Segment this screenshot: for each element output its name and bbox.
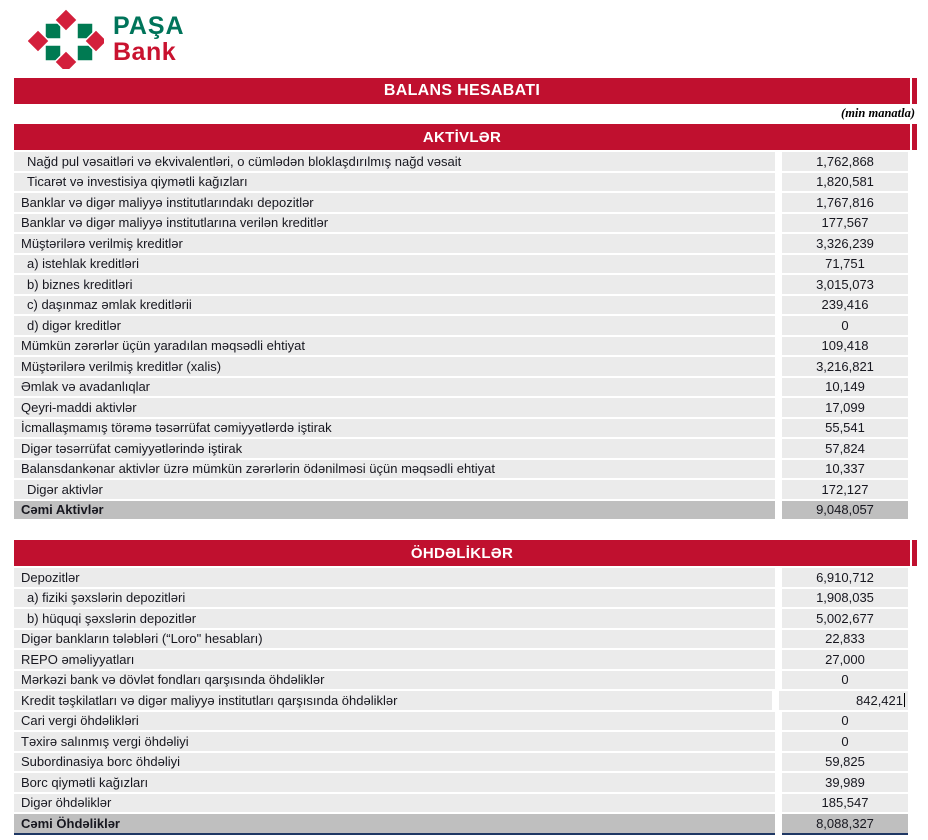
column-gap: [775, 419, 782, 438]
total-value[interactable]: 9,048,057: [782, 501, 908, 520]
row-value-cell[interactable]: 39,989: [782, 773, 908, 792]
row-label-cell[interactable]: Mümkün zərərlər üçün yaradılan məqsədli ehtiyat: [14, 337, 775, 356]
row-label-cell[interactable]: Nağd pul vəsaitləri və ekvivalentləri, o cümlədən bloklaşdırılmış nağd vəsait: [14, 152, 775, 171]
row-label-cell[interactable]: Kredit təşkilatları və digər maliyyə institutları qarşısında öhdəliklər: [14, 691, 772, 710]
table-row: [14, 460, 908, 479]
row-label-cell[interactable]: Depozitlər: [14, 568, 775, 587]
column-gap: [775, 296, 782, 315]
row-value-cell[interactable]: 59,825: [782, 753, 908, 772]
table-row: [14, 589, 908, 608]
assets-rows: [0, 152, 928, 499]
section-assets: [0, 124, 928, 519]
column-gap: [775, 460, 782, 479]
row-label-cell[interactable]: a) istehlak kreditləri: [14, 255, 775, 274]
column-gap: [775, 501, 782, 520]
row-label-cell[interactable]: Digər aktivlər: [14, 480, 775, 499]
row-value-cell[interactable]: 1,767,816: [782, 193, 908, 212]
column-gap: [775, 357, 782, 376]
row-value-cell[interactable]: 22,833: [782, 630, 908, 649]
row-label-cell[interactable]: Borc qiymətli kağızları: [14, 773, 775, 792]
column-gap: [775, 398, 782, 417]
column-gap: [775, 732, 782, 751]
table-row: [14, 419, 908, 438]
column-gap: [775, 589, 782, 608]
row-label-cell[interactable]: d) digər kreditlər: [14, 316, 775, 335]
row-value-cell[interactable]: 1,762,868: [782, 152, 908, 171]
row-value-cell[interactable]: 177,567: [782, 214, 908, 233]
column-gap: [775, 255, 782, 274]
pasha-bank-logo-icon: [28, 9, 104, 69]
liabilities-total-row: [14, 814, 908, 833]
row-value-cell[interactable]: 185,547: [782, 794, 908, 813]
row-value-cell[interactable]: 1,820,581: [782, 173, 908, 192]
row-value-cell[interactable]: 0: [782, 712, 908, 731]
row-label-cell[interactable]: Əmlak və avadanlıqlar: [14, 378, 775, 397]
band-sliver: [912, 540, 917, 566]
row-value-cell[interactable]: 6,910,712: [782, 568, 908, 587]
row-label-cell[interactable]: Banklar və digər maliyyə institutlarındakı depozitlər: [14, 193, 775, 212]
section-spacer: [0, 521, 928, 540]
row-value-cell[interactable]: 172,127: [782, 480, 908, 499]
column-gap: [775, 152, 782, 171]
column-gap: [775, 630, 782, 649]
column-gap: [775, 316, 782, 335]
row-value-cell[interactable]: 0: [782, 316, 908, 335]
liabilities-rows: [0, 568, 928, 812]
table-row: [14, 712, 908, 731]
brand-name-pasha: PAŞA: [113, 11, 185, 40]
row-value-cell[interactable]: 10,337: [782, 460, 908, 479]
column-gap: [775, 814, 782, 833]
row-label-cell[interactable]: Digər öhdəliklər: [14, 794, 775, 813]
table-row: [14, 609, 908, 628]
row-value-cell[interactable]: 55,541: [782, 419, 908, 438]
row-value-cell[interactable]: 842,421: [779, 691, 908, 710]
column-gap: [775, 650, 782, 669]
table-row: [14, 337, 908, 356]
row-value-cell[interactable]: 3,326,239: [782, 234, 908, 253]
table-row: [14, 480, 908, 499]
row-label-cell[interactable]: REPO əməliyyatları: [14, 650, 775, 669]
column-gap: [772, 691, 779, 710]
table-row: [14, 630, 908, 649]
table-row: [14, 234, 908, 253]
row-value-cell[interactable]: 0: [782, 732, 908, 751]
row-label-cell[interactable]: Balansdankənar aktivlər üzrə mümkün zərərlərin ödənilməsi üçün məqsədli ehtiyat: [14, 460, 775, 479]
table-row: [14, 794, 908, 813]
row-label-cell[interactable]: b) hüquqi şəxslərin depozitlər: [14, 609, 775, 628]
row-label-cell[interactable]: Cari vergi öhdəlikləri: [14, 712, 775, 731]
title-banner: [14, 78, 917, 104]
table-row: [14, 275, 908, 294]
row-value-cell[interactable]: 0: [782, 671, 908, 690]
total-label[interactable]: Cəmi Öhdəliklər: [14, 814, 775, 833]
bank-logo: [28, 8, 928, 70]
row-label-cell[interactable]: Müştərilərə verilmiş kreditlər: [14, 234, 775, 253]
page-title: BALANS HESABATI: [14, 78, 910, 104]
column-gap: [775, 712, 782, 731]
table-row: [14, 773, 908, 792]
currency-unit-note: (min manatla): [841, 106, 915, 120]
assets-header-label: AKTİVLƏR: [14, 124, 910, 150]
table-row: [14, 439, 908, 458]
section-liabilities: [0, 540, 928, 833]
table-row: [14, 296, 908, 315]
table-row: [14, 173, 908, 192]
text-cursor: [904, 693, 905, 707]
table-row: [14, 255, 908, 274]
row-label-cell[interactable]: Subordinasiya borc öhdəliyi: [14, 753, 775, 772]
column-gap: [775, 234, 782, 253]
liabilities-section-header: [14, 540, 917, 566]
table-row: [14, 152, 908, 171]
row-value-cell[interactable]: 239,416: [782, 296, 908, 315]
table-row: [14, 753, 908, 772]
row-value-cell[interactable]: 109,418: [782, 337, 908, 356]
table-row: [14, 671, 908, 690]
table-row: [14, 357, 908, 376]
column-gap: [775, 480, 782, 499]
brand-wordmark: [113, 11, 185, 66]
total-value[interactable]: 8,088,327: [782, 814, 908, 833]
row-value-cell[interactable]: 10,149: [782, 378, 908, 397]
column-gap: [775, 214, 782, 233]
row-value-cell[interactable]: 71,751: [782, 255, 908, 274]
row-value-cell[interactable]: 17,099: [782, 398, 908, 417]
table-row: [14, 316, 908, 335]
column-gap: [775, 439, 782, 458]
row-label-cell[interactable]: Qeyri-maddi aktivlər: [14, 398, 775, 417]
row-value-cell[interactable]: 3,216,821: [782, 357, 908, 376]
column-gap: [775, 378, 782, 397]
column-gap: [775, 753, 782, 772]
table-row: [14, 568, 908, 587]
table-row: [14, 398, 908, 417]
table-row: [14, 214, 908, 233]
row-label-cell[interactable]: Digər təsərrüfat cəmiyyətlərində iştirak: [14, 439, 775, 458]
table-row: [14, 691, 908, 710]
row-label-cell[interactable]: İcmallaşmamış törəmə təsərrüfat cəmiyyətlərdə iştirak: [14, 419, 775, 438]
row-label-cell[interactable]: Mərkəzi bank və dövlət fondları qarşısında öhdəliklər: [14, 671, 775, 690]
row-label-cell[interactable]: a) fiziki şəxslərin depozitləri: [14, 589, 775, 608]
table-row: [14, 650, 908, 669]
table-row: [14, 193, 908, 212]
row-label-cell[interactable]: c) daşınmaz əmlak kreditlərii: [14, 296, 775, 315]
row-label-cell[interactable]: Təxirə salınmış vergi öhdəliyi: [14, 732, 775, 751]
column-gap: [775, 337, 782, 356]
row-value-cell[interactable]: 57,824: [782, 439, 908, 458]
assets-section-header: [14, 124, 917, 150]
column-gap: [775, 568, 782, 587]
row-value-cell[interactable]: 1,908,035: [782, 589, 908, 608]
column-gap: [775, 609, 782, 628]
column-gap: [775, 173, 782, 192]
row-value-cell[interactable]: 5,002,677: [782, 609, 908, 628]
column-gap: [775, 671, 782, 690]
band-sliver: [912, 78, 917, 104]
column-gap: [775, 193, 782, 212]
band-sliver: [912, 124, 917, 150]
column-gap: [775, 275, 782, 294]
row-label-cell[interactable]: Digər bankların tələbləri (“Loro" hesabları): [14, 630, 775, 649]
brand-name-bank: Bank: [113, 37, 177, 66]
liabilities-header-label: ÖHDƏLİKLƏR: [14, 540, 910, 566]
row-label-cell[interactable]: Ticarət və investisiya qiymətli kağızları: [14, 173, 775, 192]
row-label-cell[interactable]: Müştərilərə verilmiş kreditlər (xalis): [14, 357, 775, 376]
column-gap: [775, 773, 782, 792]
assets-total-row: [14, 501, 908, 520]
row-value-cell[interactable]: 3,015,073: [782, 275, 908, 294]
total-label[interactable]: Cəmi Aktivlər: [14, 501, 775, 520]
row-value-cell[interactable]: 27,000: [782, 650, 908, 669]
row-label-cell[interactable]: b) biznes kreditləri: [14, 275, 775, 294]
table-row: [14, 378, 908, 397]
table-row: [14, 732, 908, 751]
column-gap: [775, 794, 782, 813]
row-label-cell[interactable]: Banklar və digər maliyyə institutlarına verilən kreditlər: [14, 214, 775, 233]
